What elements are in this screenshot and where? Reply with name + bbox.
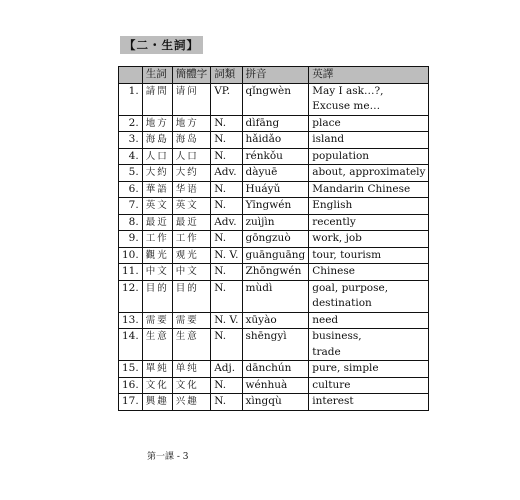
- entry-traditional: 華語: [142, 181, 172, 198]
- entry-english: tour, tourism: [309, 247, 429, 264]
- entry-number: 16.: [119, 377, 143, 394]
- entry-simplified: [172, 99, 211, 115]
- entry-number: [119, 99, 143, 115]
- entry-simplified: [172, 345, 211, 361]
- table-row: [119, 231, 429, 248]
- entry-pinyin: Huáyǔ: [242, 181, 309, 198]
- entry-simplified: 人口: [172, 148, 211, 165]
- entry-number: 12.: [119, 280, 143, 296]
- entry-simplified: 生意: [172, 329, 211, 345]
- table-row: [119, 280, 429, 296]
- entry-traditional: 文化: [142, 377, 172, 394]
- entry-traditional: 工作: [142, 231, 172, 248]
- entry-number: 9.: [119, 231, 143, 248]
- entry-number: 6.: [119, 181, 143, 198]
- page-footer: [147, 449, 189, 462]
- table-row: [119, 165, 429, 182]
- header-pinyin: 拼音: [242, 67, 309, 84]
- entry-number: 2.: [119, 115, 143, 132]
- table-row: [119, 329, 429, 345]
- entry-part-of-speech: N.: [211, 264, 242, 281]
- table-row: [119, 198, 429, 215]
- entry-number: 4.: [119, 148, 143, 165]
- entry-number: 15.: [119, 361, 143, 378]
- vocabulary-table: [118, 66, 429, 411]
- entry-number: 7.: [119, 198, 143, 215]
- entry-number: 5.: [119, 165, 143, 182]
- entry-english: about, approximately: [309, 165, 429, 182]
- entry-traditional: 單純: [142, 361, 172, 378]
- entry-simplified: 工作: [172, 231, 211, 248]
- table-row: [119, 377, 429, 394]
- table-row-continuation: [119, 99, 429, 115]
- entry-simplified: 请问: [172, 83, 211, 99]
- table-row: [119, 247, 429, 264]
- table-row: [119, 264, 429, 281]
- entry-simplified: 地方: [172, 115, 211, 132]
- header-number: [119, 67, 143, 84]
- entry-part-of-speech: Adj.: [211, 361, 242, 378]
- table-header-row: [119, 67, 429, 84]
- table-row: [119, 132, 429, 149]
- entry-simplified: 兴趣: [172, 394, 211, 411]
- entry-pinyin: qǐngwèn: [242, 83, 309, 99]
- entry-english: Chinese: [309, 264, 429, 281]
- table-row: [119, 115, 429, 132]
- entry-traditional: 請問: [142, 83, 172, 99]
- entry-number: 3.: [119, 132, 143, 149]
- entry-number: 17.: [119, 394, 143, 411]
- header-traditional: 生詞: [142, 67, 172, 84]
- header-english: 英譯: [309, 67, 429, 84]
- entry-pinyin: mùdì: [242, 280, 309, 296]
- entry-english: May I ask…?,: [309, 83, 429, 99]
- entry-english: destination: [309, 296, 429, 312]
- entry-english: goal, purpose,: [309, 280, 429, 296]
- entry-english: need: [309, 312, 429, 329]
- entry-number: 10.: [119, 247, 143, 264]
- entry-english: trade: [309, 345, 429, 361]
- page-number: 第一課 - 3: [147, 452, 189, 462]
- entry-traditional: [142, 99, 172, 115]
- entry-part-of-speech: N.: [211, 377, 242, 394]
- entry-simplified: 文化: [172, 377, 211, 394]
- entry-traditional: 海島: [142, 132, 172, 149]
- entry-english: island: [309, 132, 429, 149]
- entry-pinyin: dàyuē: [242, 165, 309, 182]
- entry-traditional: 最近: [142, 214, 172, 231]
- entry-number: 1.: [119, 83, 143, 99]
- entry-english: work, job: [309, 231, 429, 248]
- entry-simplified: [172, 296, 211, 312]
- entry-part-of-speech: N. V.: [211, 247, 242, 264]
- entry-part-of-speech: N.: [211, 115, 242, 132]
- entry-part-of-speech: N.: [211, 329, 242, 345]
- entry-part-of-speech: VP.: [211, 83, 242, 99]
- entry-number: 8.: [119, 214, 143, 231]
- table-row: [119, 83, 429, 99]
- entry-english: Excuse me…: [309, 99, 429, 115]
- entry-part-of-speech: N.: [211, 198, 242, 215]
- entry-english: pure, simple: [309, 361, 429, 378]
- entry-traditional: 英文: [142, 198, 172, 215]
- entry-pinyin: [242, 296, 309, 312]
- entry-pinyin: hǎidǎo: [242, 132, 309, 149]
- header-part-of-speech: 詞類: [211, 67, 242, 84]
- entry-traditional: 人口: [142, 148, 172, 165]
- entry-pinyin: xìngqù: [242, 394, 309, 411]
- table-row-continuation: [119, 345, 429, 361]
- table-row: [119, 361, 429, 378]
- entry-pinyin: Yīngwén: [242, 198, 309, 215]
- entry-number: [119, 296, 143, 312]
- entry-traditional: [142, 345, 172, 361]
- entry-simplified: 中文: [172, 264, 211, 281]
- entry-pinyin: Zhōngwén: [242, 264, 309, 281]
- entry-simplified: 英文: [172, 198, 211, 215]
- entry-pinyin: [242, 99, 309, 115]
- entry-simplified: 华语: [172, 181, 211, 198]
- table-row: [119, 148, 429, 165]
- entry-traditional: 大約: [142, 165, 172, 182]
- entry-simplified: 观光: [172, 247, 211, 264]
- entry-part-of-speech: Adv.: [211, 165, 242, 182]
- entry-part-of-speech: N.: [211, 148, 242, 165]
- entry-pinyin: dìfāng: [242, 115, 309, 132]
- entry-part-of-speech: [211, 99, 242, 115]
- entry-part-of-speech: N.: [211, 280, 242, 296]
- section-title: 【二・生詞】: [124, 38, 199, 52]
- entry-english: interest: [309, 394, 429, 411]
- entry-simplified: 海岛: [172, 132, 211, 149]
- entry-english: culture: [309, 377, 429, 394]
- entry-simplified: 最近: [172, 214, 211, 231]
- entry-part-of-speech: N.: [211, 394, 242, 411]
- entry-part-of-speech: [211, 296, 242, 312]
- entry-pinyin: [242, 345, 309, 361]
- table-row: [119, 181, 429, 198]
- entry-pinyin: dānchún: [242, 361, 309, 378]
- entry-english: Mandarin Chinese: [309, 181, 429, 198]
- entry-number: 13.: [119, 312, 143, 329]
- entry-part-of-speech: Adv.: [211, 214, 242, 231]
- entry-pinyin: wénhuà: [242, 377, 309, 394]
- entry-part-of-speech: [211, 345, 242, 361]
- entry-simplified: 需要: [172, 312, 211, 329]
- entry-traditional: 中文: [142, 264, 172, 281]
- entry-english: population: [309, 148, 429, 165]
- entry-part-of-speech: N.: [211, 231, 242, 248]
- entry-simplified: 目的: [172, 280, 211, 296]
- entry-english: business,: [309, 329, 429, 345]
- entry-traditional: 生意: [142, 329, 172, 345]
- entry-traditional: 目的: [142, 280, 172, 296]
- entry-simplified: 大约: [172, 165, 211, 182]
- entry-number: 14.: [119, 329, 143, 345]
- entry-pinyin: xūyào: [242, 312, 309, 329]
- entry-traditional: 需要: [142, 312, 172, 329]
- entry-number: [119, 345, 143, 361]
- entry-number: 11.: [119, 264, 143, 281]
- table-row: [119, 312, 429, 329]
- table-row: [119, 214, 429, 231]
- entry-english: recently: [309, 214, 429, 231]
- entry-part-of-speech: N. V.: [211, 312, 242, 329]
- entry-pinyin: shēngyì: [242, 329, 309, 345]
- table-row-continuation: [119, 296, 429, 312]
- entry-traditional: 觀光: [142, 247, 172, 264]
- entry-pinyin: guānguāng: [242, 247, 309, 264]
- header-simplified: 簡體字: [172, 67, 211, 84]
- entry-english: place: [309, 115, 429, 132]
- entry-simplified: 单纯: [172, 361, 211, 378]
- entry-pinyin: rénkǒu: [242, 148, 309, 165]
- entry-english: English: [309, 198, 429, 215]
- entry-part-of-speech: N.: [211, 181, 242, 198]
- entry-traditional: [142, 296, 172, 312]
- entry-traditional: 地方: [142, 115, 172, 132]
- entry-pinyin: gōngzuò: [242, 231, 309, 248]
- table-row: [119, 394, 429, 411]
- entry-pinyin: zuìjìn: [242, 214, 309, 231]
- entry-traditional: 興趣: [142, 394, 172, 411]
- section-header: [120, 36, 203, 54]
- entry-part-of-speech: N.: [211, 132, 242, 149]
